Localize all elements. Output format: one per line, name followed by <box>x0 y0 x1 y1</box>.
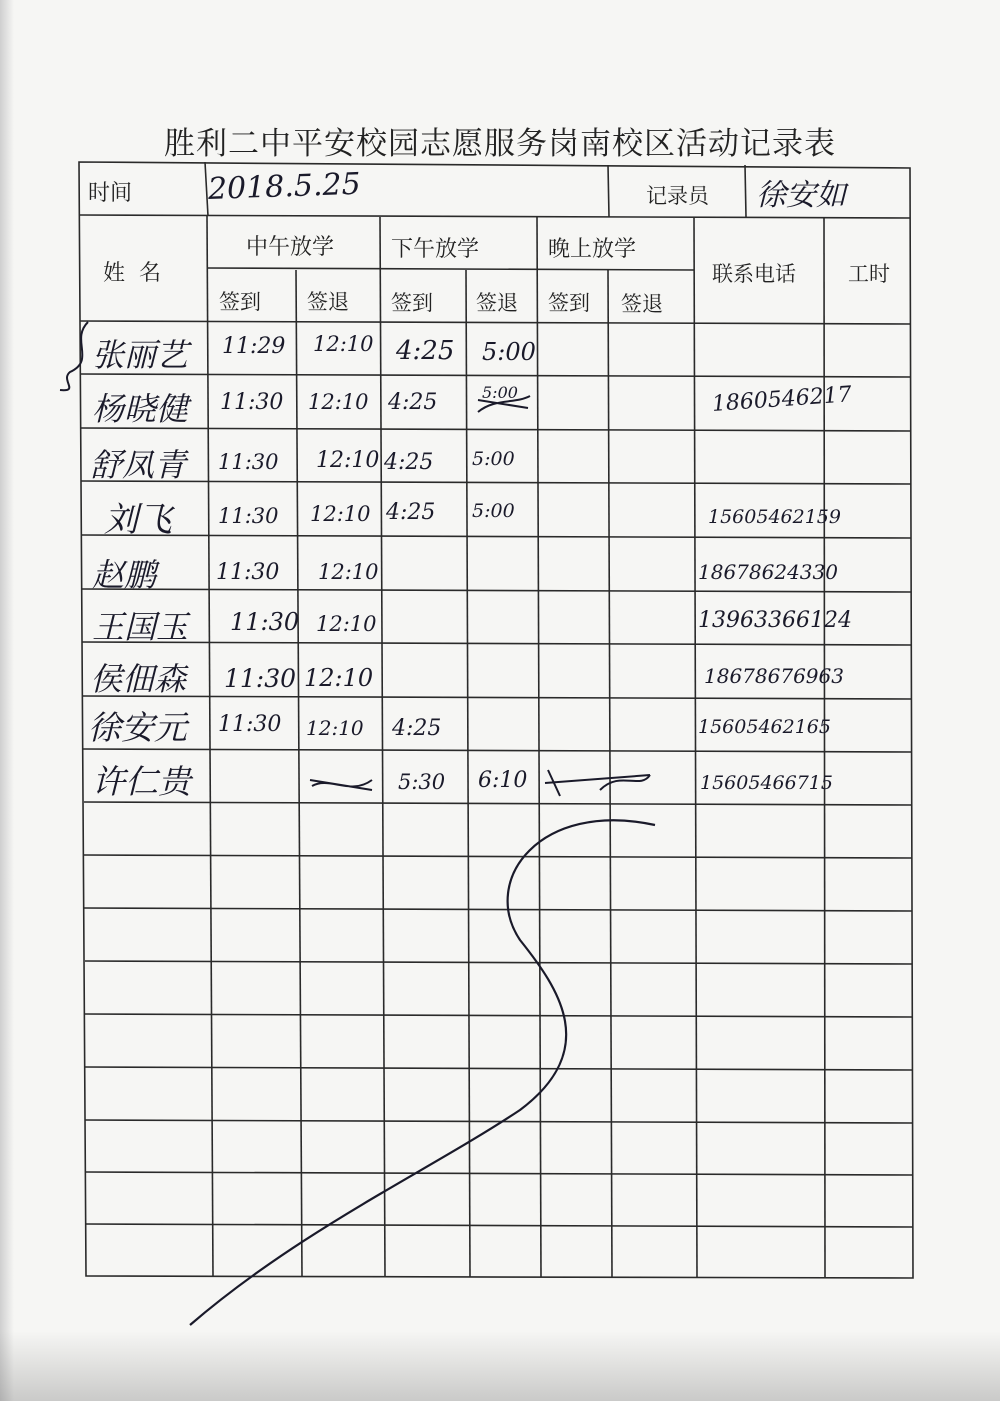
row9-phone: 15605466715 <box>700 772 833 794</box>
recorder-label: 记录员 <box>646 184 709 208</box>
row4-pm-out: 5:00 <box>472 500 515 522</box>
row2-pm-out: 5:00 <box>482 383 518 402</box>
strike-mark-row9-noon-out <box>310 780 372 790</box>
row1-noon-in: 11:29 <box>222 334 286 359</box>
row6-phone: 13963366124 <box>698 608 852 633</box>
strike-mark-row9-evening <box>545 770 650 796</box>
row4-name: 刘飞 <box>104 500 172 540</box>
void-scribble-line <box>190 820 655 1325</box>
row6-noon-in: 11:30 <box>230 608 300 636</box>
row8-pm-in: 4:25 <box>392 716 442 741</box>
row5-noon-out: 12:10 <box>318 560 379 584</box>
noon-sign-out-header: 签退 <box>307 290 349 314</box>
row1-name: 张丽艺 <box>92 336 189 374</box>
eve-sign-out-header: 签退 <box>621 292 663 316</box>
row4-noon-in: 11:30 <box>218 504 279 528</box>
row2-pm-in: 4:25 <box>388 390 438 415</box>
col-hours: 工时 <box>848 262 890 286</box>
row8-noon-in: 11:30 <box>218 712 282 737</box>
col-evening: 晚上放学 <box>548 237 637 262</box>
row9-pm-out: 6:10 <box>478 768 528 793</box>
noon-sign-in-header: 签到 <box>219 290 261 314</box>
pm-sign-in-header: 签到 <box>391 291 433 315</box>
time-label: 时间 <box>88 181 133 206</box>
row5-phone: 18678624330 <box>698 560 838 584</box>
row7-noon-out: 12:10 <box>304 664 374 692</box>
row6-noon-out: 12:10 <box>316 612 377 636</box>
form-title: 胜利二中平安校园志愿服务岗南校区活动记录表 <box>164 126 836 162</box>
row7-phone: 18678676963 <box>704 664 844 688</box>
row1-pm-out: 5:00 <box>482 338 536 366</box>
row8-noon-out: 12:10 <box>306 716 364 740</box>
row4-noon-out: 12:10 <box>310 502 371 526</box>
eve-sign-in-header: 签到 <box>548 291 590 315</box>
row3-name: 舒凤青 <box>90 446 187 484</box>
row2-phone: 1860546217 <box>711 382 853 417</box>
time-value: 2018.5.25 <box>207 166 362 207</box>
row4-pm-in: 4:25 <box>386 500 436 525</box>
row3-pm-out: 5:00 <box>472 448 515 470</box>
row2-noon-in: 11:30 <box>220 390 284 415</box>
row1-pm-in: 4:25 <box>396 336 455 366</box>
row5-noon-in: 11:30 <box>216 560 280 585</box>
row3-noon-out: 12:10 <box>316 448 380 473</box>
row3-pm-in: 4:25 <box>384 450 434 475</box>
row7-noon-in: 11:30 <box>224 664 297 693</box>
row7-name: 侯佃森 <box>90 660 187 698</box>
col-name: 姓 名 <box>103 261 161 286</box>
row8-phone: 15605462165 <box>698 716 831 738</box>
col-noon: 中午放学 <box>246 235 335 260</box>
row6-name: 王国玉 <box>92 608 189 646</box>
pm-sign-out-header: 签退 <box>476 291 518 315</box>
col-phone: 联系电话 <box>712 262 796 286</box>
row2-noon-out: 12:10 <box>308 390 369 414</box>
row2-name: 杨晓健 <box>92 390 189 428</box>
row3-noon-in: 11:30 <box>218 450 279 474</box>
col-afternoon: 下午放学 <box>391 237 480 262</box>
row5-name: 赵鹏 <box>92 556 157 594</box>
row8-name: 徐安元 <box>88 708 187 747</box>
recorder-value: 徐安如 <box>756 178 846 213</box>
margin-bracket-mark <box>60 322 88 390</box>
row4-phone: 15605462159 <box>708 506 841 528</box>
row9-pm-in: 5:30 <box>398 770 446 794</box>
row9-name: 许仁贵 <box>92 762 191 801</box>
row1-noon-out: 12:10 <box>313 332 374 356</box>
